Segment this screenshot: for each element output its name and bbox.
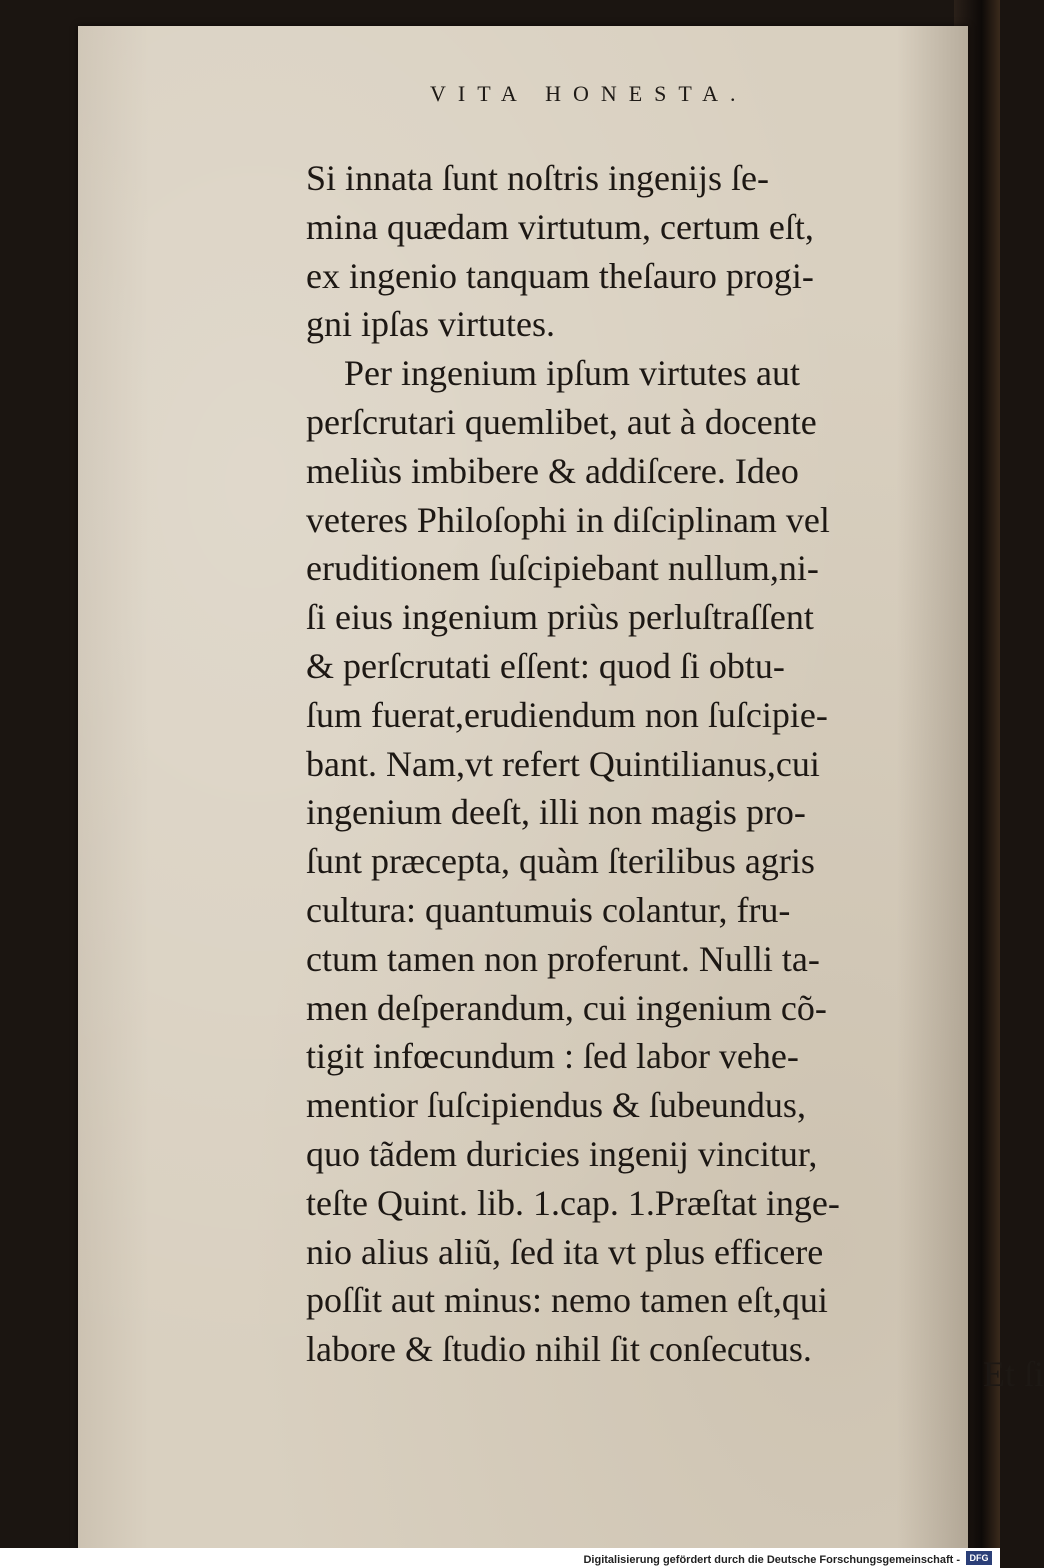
- text-line: bant. Nam,vt refert Quintilianus,cui: [306, 743, 820, 784]
- text-line: men deſperandum, cui ingenium cõ-: [306, 987, 827, 1028]
- text-line: quo tãdem duricies ingenij vincitur,: [306, 1133, 818, 1174]
- text-line: teſte Quint. lib. 1.cap. 1.Præſtat inge-: [306, 1182, 840, 1223]
- digitization-footer: [0, 1548, 1000, 1568]
- text-line: labore & ſtudio nihil ſit conſecutus.: [306, 1329, 812, 1370]
- text-line: eruditionem ſuſcipiebant nullum,ni-: [306, 548, 819, 589]
- text-line: Per ingenium ipſum virtutes aut: [344, 353, 800, 394]
- text-line: perſcrutari quemlibet, aut à docente: [306, 401, 817, 442]
- body-text: [306, 154, 1041, 1374]
- text-line: mina quædam virtutum, certum eſt,: [306, 206, 814, 247]
- text-line: Si innata ſunt noſtris ingenijs ſe-: [306, 158, 769, 198]
- running-head: VITA HONESTA.: [430, 81, 748, 106]
- text-line: ſi eius ingenium priùs perluſtraſſent: [306, 597, 814, 638]
- text-line: cultura: quantumuis colantur, fru-: [306, 889, 791, 930]
- text-line: nio alius aliũ, ſed ita vt plus efficere: [306, 1231, 824, 1272]
- text-line: mentior ſuſcipiendus & ſubeundus,: [306, 1085, 806, 1126]
- text-line: gni ipſas virtutes.: [306, 304, 555, 345]
- text-line: ſunt præcepta, quàm ſterilibus agris: [306, 841, 815, 882]
- text-line: ſum fuerat,erudiendum non ſuſcipie-: [306, 694, 828, 735]
- text-line: tigit infœcundum : ſed labor vehe-: [306, 1036, 799, 1077]
- text-line: & perſcrutati eſſent: quod ſi obtu-: [306, 645, 785, 686]
- text-line: poſſit aut minus: nemo tamen eſt,qui: [306, 1280, 828, 1321]
- text-line: meliùs imbibere & addiſcere. Ideo: [306, 450, 799, 491]
- text-line: ingenium deeſt, illi non magis pro-: [306, 792, 806, 833]
- catchword: Et ſi: [983, 1354, 1044, 1394]
- text-line: ex ingenio tanquam theſauro progi-: [306, 255, 814, 296]
- text-line: veteres Philoſophi in diſciplinam vel: [306, 499, 830, 540]
- book-page: [78, 26, 1044, 1552]
- funding-credit: Digitalisierung gefördert durch die Deutsche Forschungsgemeinschaft -: [583, 1554, 960, 1566]
- text-line: ctum tamen non proferunt. Nulli ta-: [306, 938, 820, 979]
- dfg-logo: DFG: [966, 1551, 992, 1565]
